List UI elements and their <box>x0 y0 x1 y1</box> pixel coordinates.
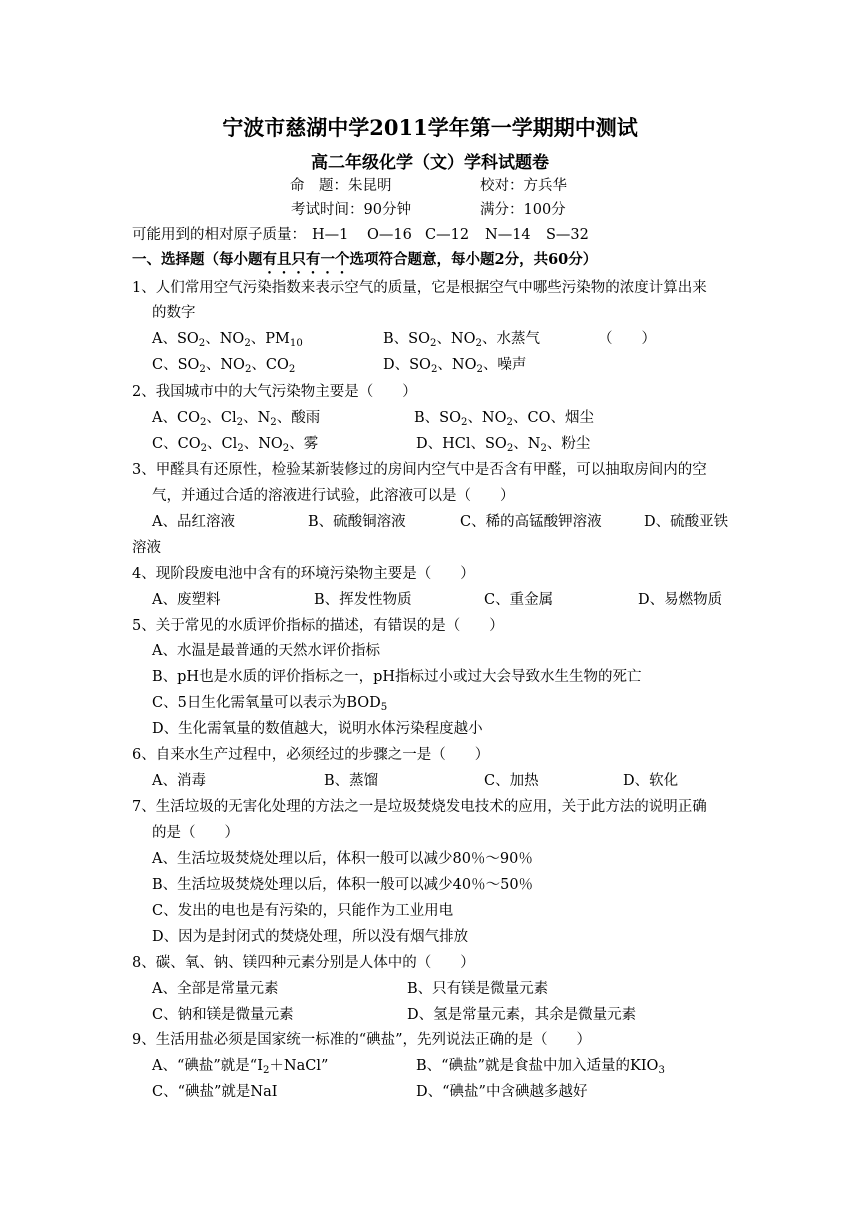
info-row-2 <box>0 199 860 221</box>
question-5-stem: 5、关于常见的水质评价指标的描述，有错误的是（ ） <box>132 618 504 634</box>
atomic-mass-item: H—1 <box>312 227 349 243</box>
option-c: C、重金属 <box>484 592 554 608</box>
section-emphasis: 有且只有一个 <box>262 251 350 268</box>
question-4-stem: 4、现阶段废电池中含有的环境污染物主要是（ ） <box>132 566 475 582</box>
question-2-options-row-2 <box>152 431 752 457</box>
option-a: A、品红溶液 <box>152 514 235 530</box>
option-d: D、氢是常量元素，其余是微量元素 <box>407 1007 637 1023</box>
question-8-stem: 8、碳、氧、钠、镁四种元素分别是人体中的（ ） <box>132 955 475 971</box>
author-label: 命 题：朱昆明 <box>290 178 392 194</box>
option-b: B、pH也是水质的评价指标之一，pH指标过小或过大会导致水生生物的死亡 <box>152 669 642 685</box>
option-c: C、$SO_2$、$NO_2$、$CO_2$ <box>152 357 296 375</box>
option-d: D、“碘盐”中含碘越多越好 <box>416 1084 588 1100</box>
option-b: B、生活垃圾焚烧处理以后，体积一般可以减少40％～50％ <box>152 877 534 893</box>
question-3-option-d-wrap: 溶液 <box>132 540 161 556</box>
option-d: D、易燃物质 <box>638 592 723 608</box>
question-9-options-row-2 <box>152 1079 752 1105</box>
question-3-stem: 3、甲醛具有还原性，检验某新装修过的房间内空气中是否含有甲醛，可以抽取房间内的空 <box>132 462 707 478</box>
option-c: C、$CO_2$、$Cl_2$、$NO_2$、雾 <box>152 436 319 454</box>
question-7-stem-cont: 的是（ ） <box>152 825 239 841</box>
option-d: D、HCl、$SO_2$、$N_2$、粉尘 <box>416 436 591 454</box>
option-c: C、稀的高锰酸钾溶液 <box>460 514 602 530</box>
question-8-options-row-2 <box>152 1002 752 1028</box>
atomic-mass-item: S—32 <box>546 227 589 243</box>
option-b: B、只有镁是微量元素 <box>407 981 549 997</box>
exam-title: 宁波市慈湖中学2011学年第一学期期中测试 <box>222 115 638 140</box>
option-c: C、加热 <box>484 773 539 789</box>
section-heading <box>132 247 732 273</box>
question-3-options-row <box>152 509 752 535</box>
exam-subtitle: 高二年级化学（文）学科试题卷 <box>311 153 549 173</box>
option-d: D、硫酸亚铁 <box>644 514 729 530</box>
option-a: A、消毒 <box>152 773 206 789</box>
question-2-options-row-1 <box>152 405 752 431</box>
option-a: A、生活垃圾焚烧处理以后，体积一般可以减少80％～90％ <box>152 851 533 867</box>
question-4-options-row <box>152 587 752 613</box>
option-d: D、因为是封闭式的焚烧处理，所以没有烟气排放 <box>152 929 469 945</box>
option-c: C、5日生化需氧量可以表示为$BOD_5$ <box>152 695 388 713</box>
option-a: A、水温是最普通的天然水评价指标 <box>152 643 380 659</box>
atomic-mass-item: N—14 <box>485 227 531 243</box>
section-prefix: 一、选择题（每小题 <box>132 251 263 268</box>
answer-bracket: （ ） <box>598 331 656 347</box>
option-b: B、$SO_2$、$NO_2$、CO、烟尘 <box>414 410 594 428</box>
option-a: A、$CO_2$、$Cl_2$、$N_2$、酸雨 <box>152 410 321 428</box>
option-a: A、全部是常量元素 <box>152 981 279 997</box>
option-c: C、钠和镁是微量元素 <box>152 1007 294 1023</box>
option-c: C、“碘盐”就是NaI <box>152 1084 278 1100</box>
time-label: 考试时间：90分钟 <box>291 202 411 218</box>
option-b: B、“碘盐”就是食盐中加入适量的$KIO_3$ <box>416 1058 665 1076</box>
option-a: A、“碘盐”就是“$I_2+NaCl$” <box>152 1058 329 1076</box>
question-1-options-row-2 <box>152 352 752 378</box>
atomic-mass-item: C—12 <box>425 227 470 243</box>
question-6-stem: 6、自来水生产过程中，必须经过的步骤之一是（ ） <box>132 747 490 763</box>
question-7-stem: 7、生活垃圾的无害化处理的方法之一是垃圾焚烧发电技术的应用，关于此方法的说明正确 <box>132 799 707 815</box>
option-c: C、发出的电也是有污染的，只能作为工业用电 <box>152 903 454 919</box>
option-d: D、软化 <box>623 773 679 789</box>
question-1-stem: 1、人们常用空气污染指数来表示空气的质量，它是根据空气中哪些污染物的浓度计算出来 <box>132 280 707 296</box>
checker-label: 校对：方兵华 <box>480 178 567 194</box>
question-9-stem: 9、生活用盐必须是国家统一标准的“碘盐”，先列说法正确的是（ ） <box>132 1032 592 1048</box>
question-8-options-row-1 <box>152 976 752 1002</box>
section-suffix: 选项符合题意，每小题2分，共60分） <box>349 251 598 268</box>
question-2-stem: 2、我国城市中的大气污染物主要是（ ） <box>132 384 417 400</box>
question-6-options-row <box>152 768 752 794</box>
question-1-options-row-1 <box>152 326 752 352</box>
option-b: B、挥发性物质 <box>314 592 412 608</box>
option-b: B、蒸馏 <box>324 773 379 789</box>
question-1-stem-cont: 的数字 <box>152 305 196 321</box>
score-label: 满分：100分 <box>480 202 566 218</box>
option-d: D、$SO_2$、$NO_2$、噪声 <box>383 357 527 375</box>
atomic-masses <box>0 224 860 246</box>
option-d: D、生化需氧量的数值越大，说明水体污染程度越小 <box>152 721 483 737</box>
option-a: A、废塑料 <box>152 592 221 608</box>
info-row-1 <box>0 175 860 197</box>
option-a: A、$SO_2$、$NO_2$、$PM_{10}$ <box>152 331 303 349</box>
atomic-masses-label: 可能用到的相对原子质量： <box>132 227 306 243</box>
option-b: B、硫酸铜溶液 <box>308 514 406 530</box>
option-b: B、$SO_2$、$NO_2$、水蒸气 <box>383 331 540 349</box>
question-3-stem-cont: 气，并通过合适的溶液进行试验，此溶液可以是（ ） <box>152 488 515 504</box>
atomic-mass-item: O—16 <box>367 227 412 243</box>
question-9-options-row-1 <box>152 1053 752 1079</box>
